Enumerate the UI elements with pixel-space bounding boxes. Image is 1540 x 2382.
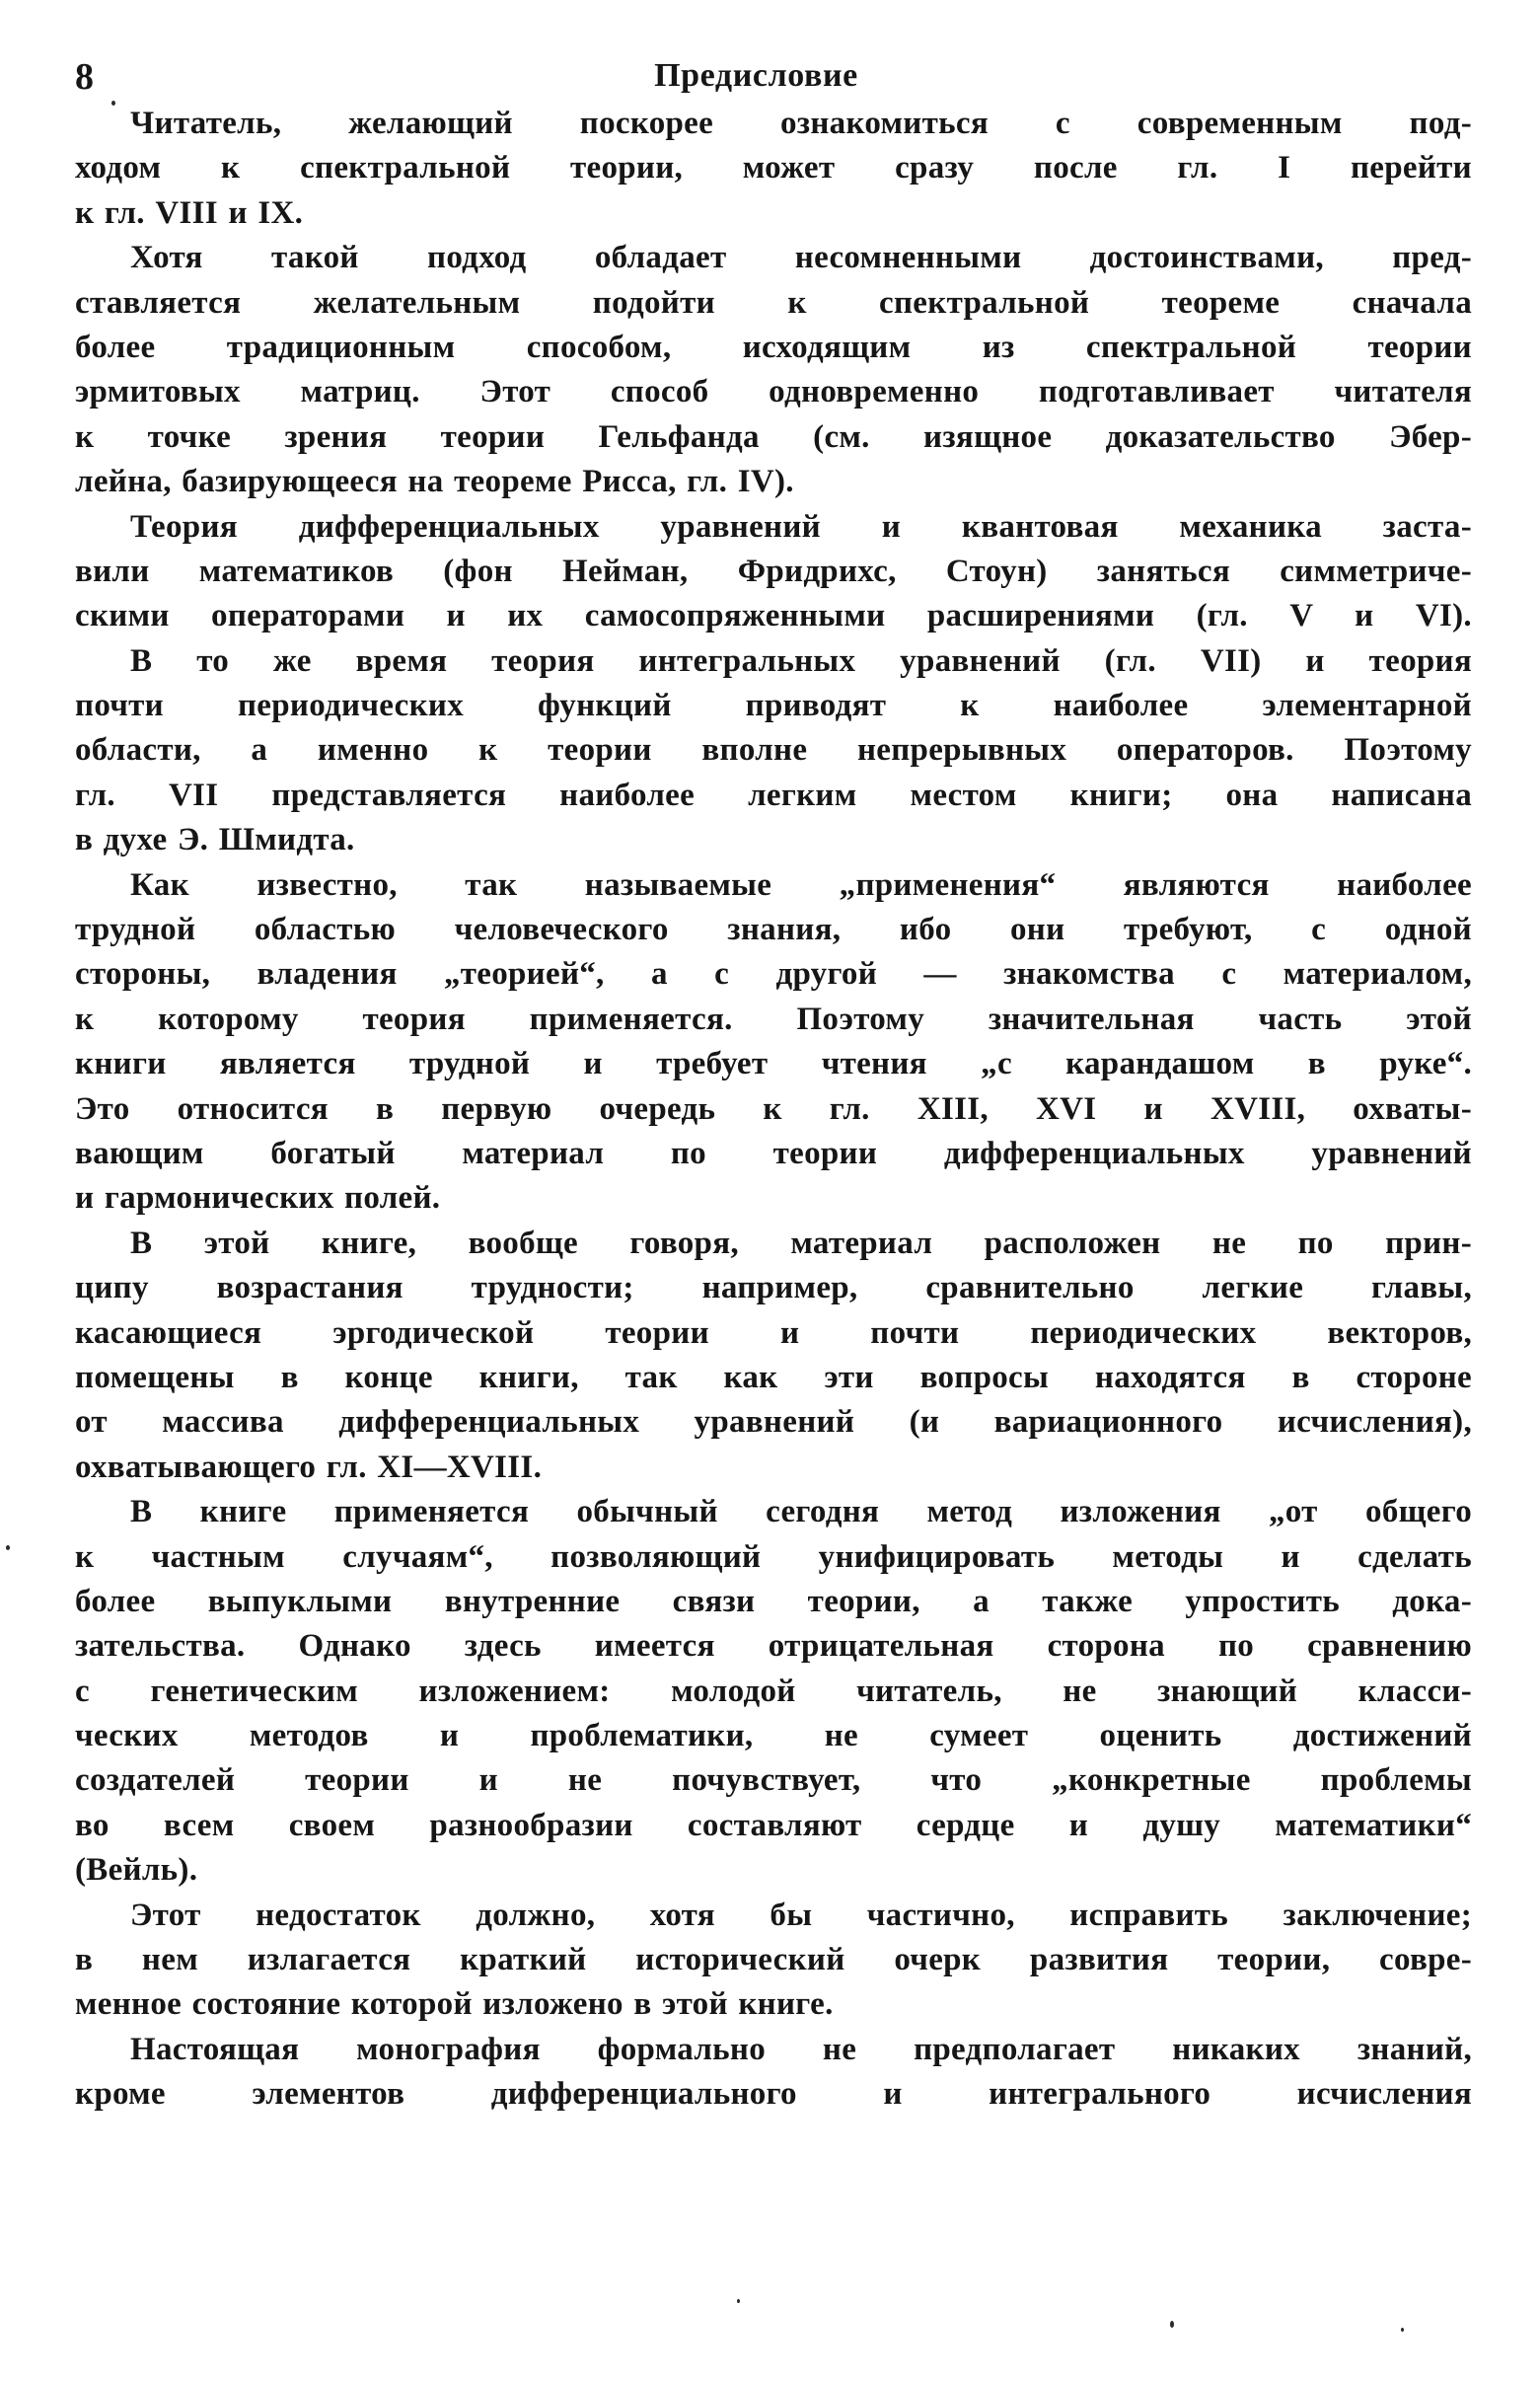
text-line: зательства. Однако здесь имеется отрицательная сторона по сравнению: [75, 1628, 1472, 1665]
text-line: ходом к спектральной теории, может сразу после гл. I перейти: [75, 150, 1472, 186]
text-line: Хотя такой подход обладает несомненными достоинствами, пред-: [130, 240, 1472, 276]
scan-speck: [1170, 2321, 1174, 2328]
text-line: помещены в конце книги, так как эти вопросы находятся в стороне: [75, 1359, 1472, 1395]
text-line: Этот недостаток должно, хотя бы частично, исправить заключение;: [130, 1897, 1472, 1933]
text-line: лейна, базирующееся на теореме Рисса, гл. IV).: [75, 464, 794, 500]
text-line: в нем излагается краткий исторический очерк развития теории, совре-: [75, 1942, 1472, 1978]
text-line: ставляется желательным подойти к спектральной теореме сначала: [75, 284, 1472, 321]
text-line: от массива дифференциальных уравнений (и вариационного исчисления),: [75, 1404, 1472, 1441]
text-line: к гл. VIII и IX.: [75, 194, 304, 231]
text-line: (Вейль).: [75, 1852, 198, 1889]
text-line: к которому теория применяется. Поэтому значительная часть этой: [75, 1001, 1472, 1037]
text-line: в духе Э. Шмидта.: [75, 822, 355, 858]
text-line: охватывающего гл. XI—XVIII.: [75, 1449, 543, 1485]
text-line: эрмитовых матриц. Этот способ одновременно подготавливает читателя: [75, 374, 1472, 410]
scan-speck: [737, 2299, 740, 2303]
text-line: трудной областью человеческого знания, ибо они требуют, с одной: [75, 912, 1472, 948]
text-line: во всем своем разнообразии составляют сердце и душу математики“: [75, 1807, 1472, 1843]
text-line: книги является трудной и требует чтения „с карандашом в руке“.: [75, 1046, 1472, 1082]
text-line: гл. VII представляется наиболее легким местом книги; она написана: [75, 777, 1472, 813]
running-head: [75, 55, 1471, 99]
text-line: Это относится в первую очередь к гл. XIII, XVI и XVIII, охваты-: [75, 1090, 1472, 1127]
text-line: кроме элементов дифференциального и интегрального исчисления: [75, 2076, 1472, 2113]
scan-speck: [6, 1545, 10, 1550]
scan-speck: [111, 101, 115, 106]
text-line: менное состояние которой изложено в этой книге.: [75, 1986, 834, 2023]
text-line: Как известно, так называемые „применения“ являются наиболее: [130, 866, 1472, 903]
text-line: ципу возрастания трудности; например, сравнительно легкие главы,: [75, 1270, 1472, 1306]
text-line: с генетическим изложением: молодой читатель, не знающий класси-: [75, 1673, 1472, 1709]
text-line: касающиеся эргодической теории и почти периодических векторов,: [75, 1314, 1472, 1351]
text-line: ческих методов и проблематики, не сумеет оценить достижений: [75, 1718, 1472, 1754]
text-line: Теория дифференциальных уравнений и квантовая механика заста-: [130, 508, 1472, 545]
text-line: более выпуклыми внутренние связи теории, а также упростить дока-: [75, 1583, 1472, 1619]
text-line: вили математиков (фон Нейман, Фридрихс, Стоун) заняться симметриче-: [75, 553, 1472, 589]
text-line: и гармонических полей.: [75, 1180, 441, 1217]
text-line: Настоящая монография формально не предполагает никаких знаний,: [130, 2031, 1472, 2067]
page-number: 8: [75, 56, 95, 98]
text-line: стороны, владения „теорией“, а с другой — знакомства с материалом,: [75, 956, 1472, 993]
text-line: к частным случаям“, позволяющий унифицировать методы и сделать: [75, 1538, 1472, 1575]
text-line: Читатель, желающий поскорее ознакомиться с современным под-: [130, 106, 1472, 141]
text-line: скими операторами и их самосопряженными расширениями (гл. V и VI).: [75, 598, 1472, 634]
text-line: В то же время теория интегральных уравнений (гл. VII) и теория: [130, 642, 1472, 679]
running-title: Предисловие: [654, 57, 858, 94]
text-line: создателей теории и не почувствует, что „конкретные проблемы: [75, 1762, 1472, 1799]
text-line: почти периодических функций приводят к наиболее элементарной: [75, 688, 1472, 724]
text-line: вающим богатый материал по теории дифференциальных уравнений: [75, 1135, 1472, 1171]
text-line: более традиционным способом, исходящим из спектральной теории: [75, 329, 1472, 365]
text-line: области, а именно к теории вполне непрерывных операторов. Поэтому: [75, 732, 1472, 769]
text-line: В книге применяется обычный сегодня метод изложения „от общего: [130, 1494, 1472, 1530]
text-line: к точке зрения теории Гельфанда (см. изящное доказательство Эбер-: [75, 418, 1472, 455]
preface-text: [75, 102, 1472, 2118]
scan-speck: [1401, 2328, 1404, 2332]
text-line: В этой книге, вообще говоря, материал расположен не по прин-: [130, 1225, 1472, 1261]
